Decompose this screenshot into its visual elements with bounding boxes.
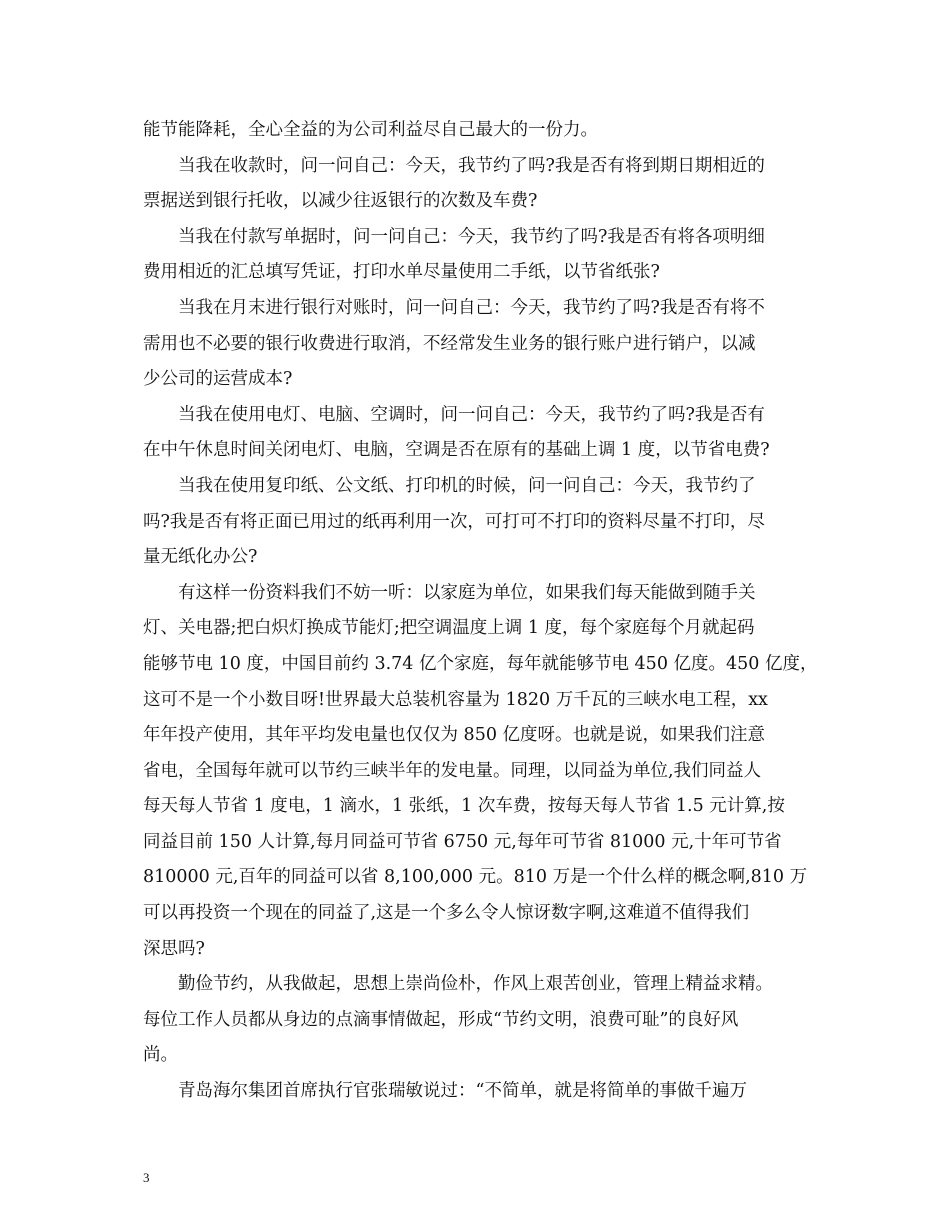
text-line: 当我在月末进行银行对账时，问一问自己：今天，我节约了吗?我是否有将不 xyxy=(178,297,765,318)
text-line: 有这样一份资料我们不妨一听：以家庭为单位，如果我们每天能做到随手关 xyxy=(178,582,756,603)
text-line: 810000 元,百年的同益可以省 8,100,000 元。810 万是一个什么样的概念啊,810 万 xyxy=(143,867,808,888)
text-line: 吗?我是否有将正面已用过的纸再利用一次，可打可不打印的资料尽量不打印，尽 xyxy=(143,511,765,532)
text-line: 青岛海尔集团首席执行官张瑞敏说过：“不简单，就是将简单的事做千遍万 xyxy=(178,1081,747,1102)
text-line: 少公司的运营成本? xyxy=(143,369,293,390)
text-line: 可以再投资一个现在的同益了,这是一个多么令人惊讶数字啊,这难道不值得我们 xyxy=(143,903,750,924)
text-line: 勤俭节约，从我做起，思想上崇尚俭朴，作风上艰苦创业，管理上精益求精。 xyxy=(178,974,773,995)
text-line: 每天每人节省 1 度电，1 滴水，1 张纸，1 次车费，按每天每人节省 1.5 元计算,按 xyxy=(143,796,785,817)
page-number: 3 xyxy=(143,1170,150,1185)
text-line: 同益目前 150 人计算,每月同益可节省 6750 元,每年可节省 81000 元,十年可节省 xyxy=(143,831,782,852)
text-line: 每位工作人员都从身边的点滴事情做起，形成“节约文明，浪费可耻”的良好风 xyxy=(143,1009,739,1030)
text-line: 能节能降耗，全心全益的为公司利益尽自己最大的一份力。 xyxy=(143,120,598,140)
text-line: 在中午休息时间关闭电灯、电脑，空调是否在原有的基础上调 1 度，以节省电费? xyxy=(143,440,770,461)
text-line: 票据送到银行托收，以减少往返银行的次数及车费? xyxy=(143,191,538,212)
text-line: 能够节电 10 度，中国目前约 3.74 亿个家庭，每年就能够节电 450 亿度。450 亿度， xyxy=(143,653,818,674)
text-line: 需用也不必要的银行收费进行取消，不经常发生业务的银行账户进行销户，以减 xyxy=(143,333,756,354)
text-line: 灯、关电器;把白炽灯换成节能灯;把空调温度上调 1 度，每个家庭每个月就起码 xyxy=(143,618,755,639)
text-line: 费用相近的汇总填写凭证，打印水单尽量使用二手纸，以节省纸张? xyxy=(143,262,660,283)
text-line: 当我在使用复印纸、公文纸、打印机的时候，问一问自己：今天，我节约了 xyxy=(178,475,756,496)
document-body xyxy=(143,113,818,1110)
text-line: 当我在使用电灯、电脑、空调时，问一问自己：今天，我节约了吗?我是否有 xyxy=(178,404,765,425)
text-line: 深思吗? xyxy=(143,938,205,959)
text-line: 省电，全国每年就可以节约三峡半年的发电量。同理，以同益为单位,我们同益人 xyxy=(143,760,762,781)
text-line: 尚。 xyxy=(143,1045,178,1066)
text-line: 当我在付款写单据时，问一问自己：今天，我节约了吗?我是否有将各项明细 xyxy=(178,226,765,247)
text-line: 年年投产使用，其年平均发电量也仅仅为 850 亿度呀。也就是说，如果我们注意 xyxy=(143,725,766,746)
text-line: 量无纸化办公? xyxy=(143,547,258,568)
text-line: 这可不是一个小数目呀!世界最大总装机容量为 1820 万千瓦的三峡水电工程，xx xyxy=(143,689,768,710)
text-line: 当我在收款时，问一问自己：今天，我节约了吗?我是否有将到期日期相近的 xyxy=(178,155,765,176)
